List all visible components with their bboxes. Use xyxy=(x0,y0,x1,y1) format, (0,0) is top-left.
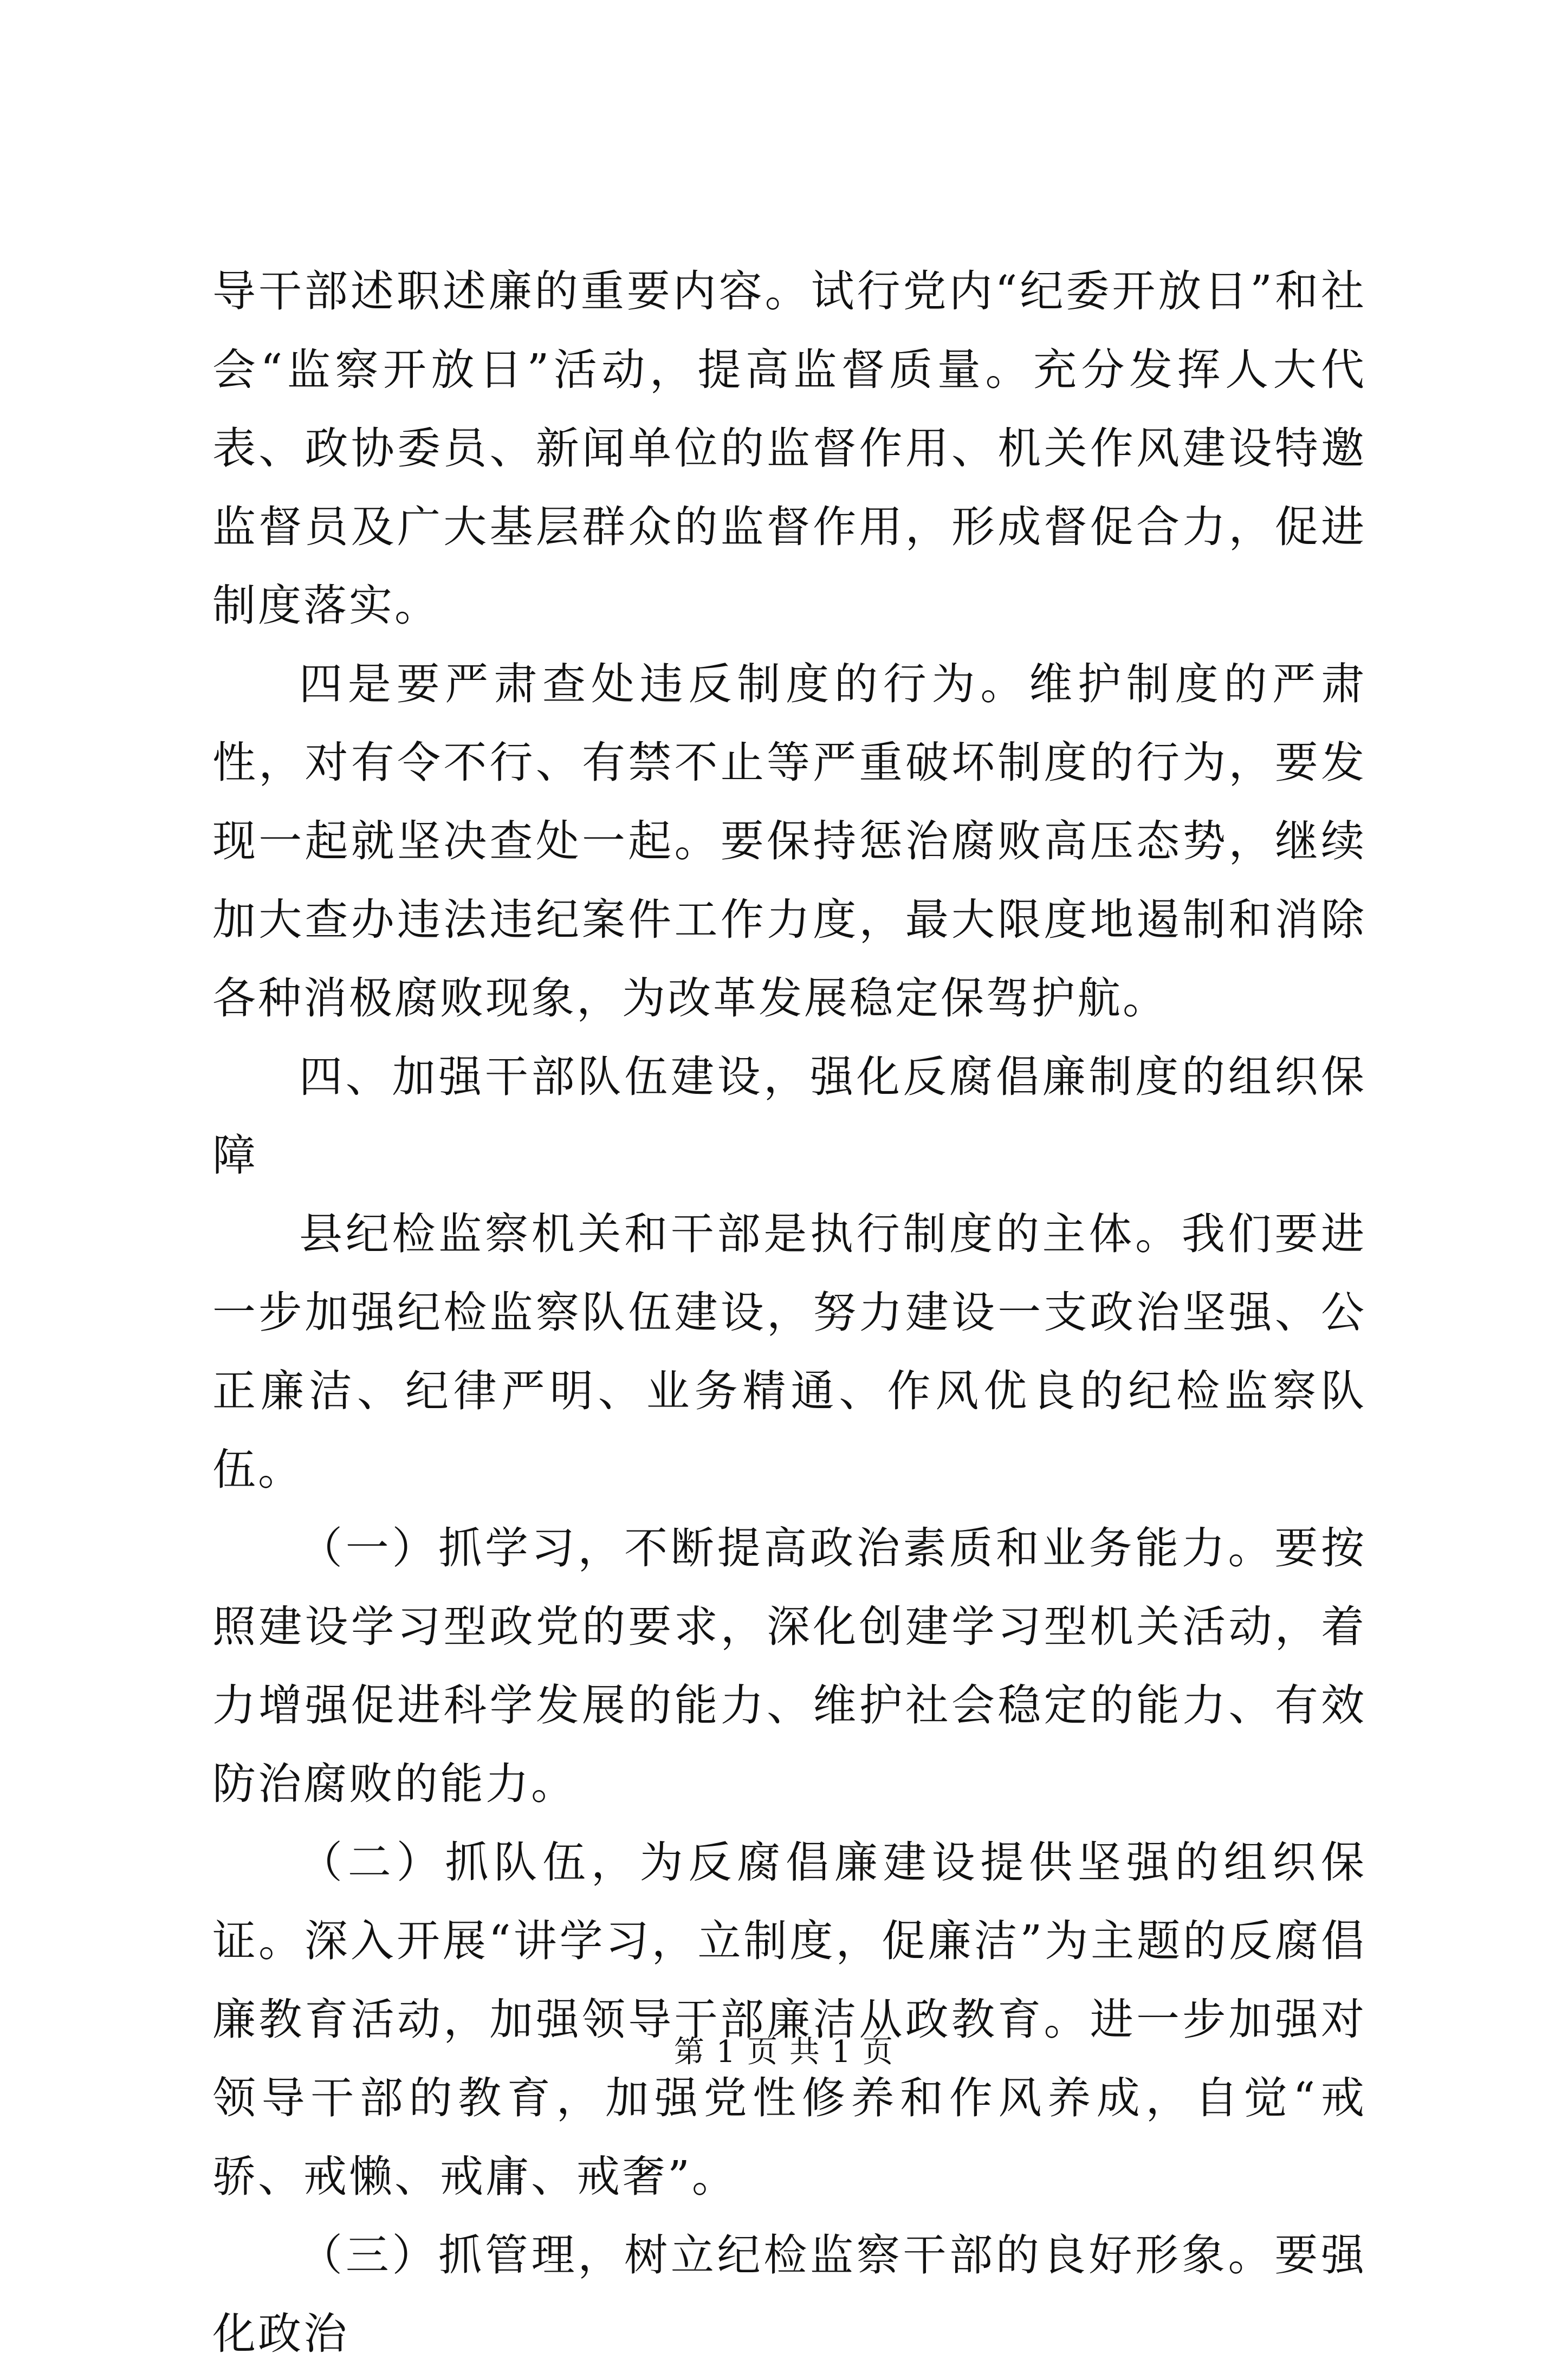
paragraph-item-one: （一）抓学习，不断提高政治素质和业务能力。要按照建设学习型政党的要求，深化创建学习型机关活动，着力增强促进科学发展的能力、维护社会稳定的能力、有效防治腐败的能力。 xyxy=(212,1523,1366,1809)
paragraph-section-intro: 县纪检监察机关和干部是执行制度的主体。我们要进一步加强纪检监察队伍建设，努力建设一支政治坚强、公正廉洁、纪律严明、业务精通、作风优良的纪检监察队伍。 xyxy=(212,1209,1366,1495)
paragraph-point-four: 四是要严肃查处违反制度的行为。维护制度的严肃性，对有令不行、有禁不止等严重破坏制度的行为，要发现一起就坚决查处一起。要保持惩治腐败高压态势，继续加大查办违法违纪案件工作力度，最大限度地遏制和消除各种消极腐败现象，为改革发展稳定保驾护航。 xyxy=(212,659,1366,1023)
page-number-footer: 第 1 页 共 1 页 xyxy=(673,2034,895,2070)
paragraph-item-two: （二）抓队伍，为反腐倡廉建设提供坚强的组织保证。深入开展“讲学习，立制度，促廉洁”为主题的反腐倡廉教育活动，加强领导干部廉洁从政教育。进一步加强对领导干部的教育，加强党性修养和作风养成，自觉“戒骄、戒懒、戒庸、戒奢”。 xyxy=(212,1837,1366,2202)
section-heading-four: 四、加强干部队伍建设，强化反腐倡廉制度的组织保障 xyxy=(212,1052,1366,1181)
paragraph-continuation: 导干部述职述廉的重要内容。试行党内“纪委开放日”和社会“监察开放日”活动，提高监督质量。充分发挥人大代表、政协委员、新闻单位的监督作用、机关作风建设特邀监督员及广大基层群众的监督作用，形成督促合力，促进制度落实。 xyxy=(212,266,1366,631)
paragraph-item-three: （三）抓管理，树立纪检监察干部的良好形象。要强化政治 xyxy=(212,2230,1366,2359)
